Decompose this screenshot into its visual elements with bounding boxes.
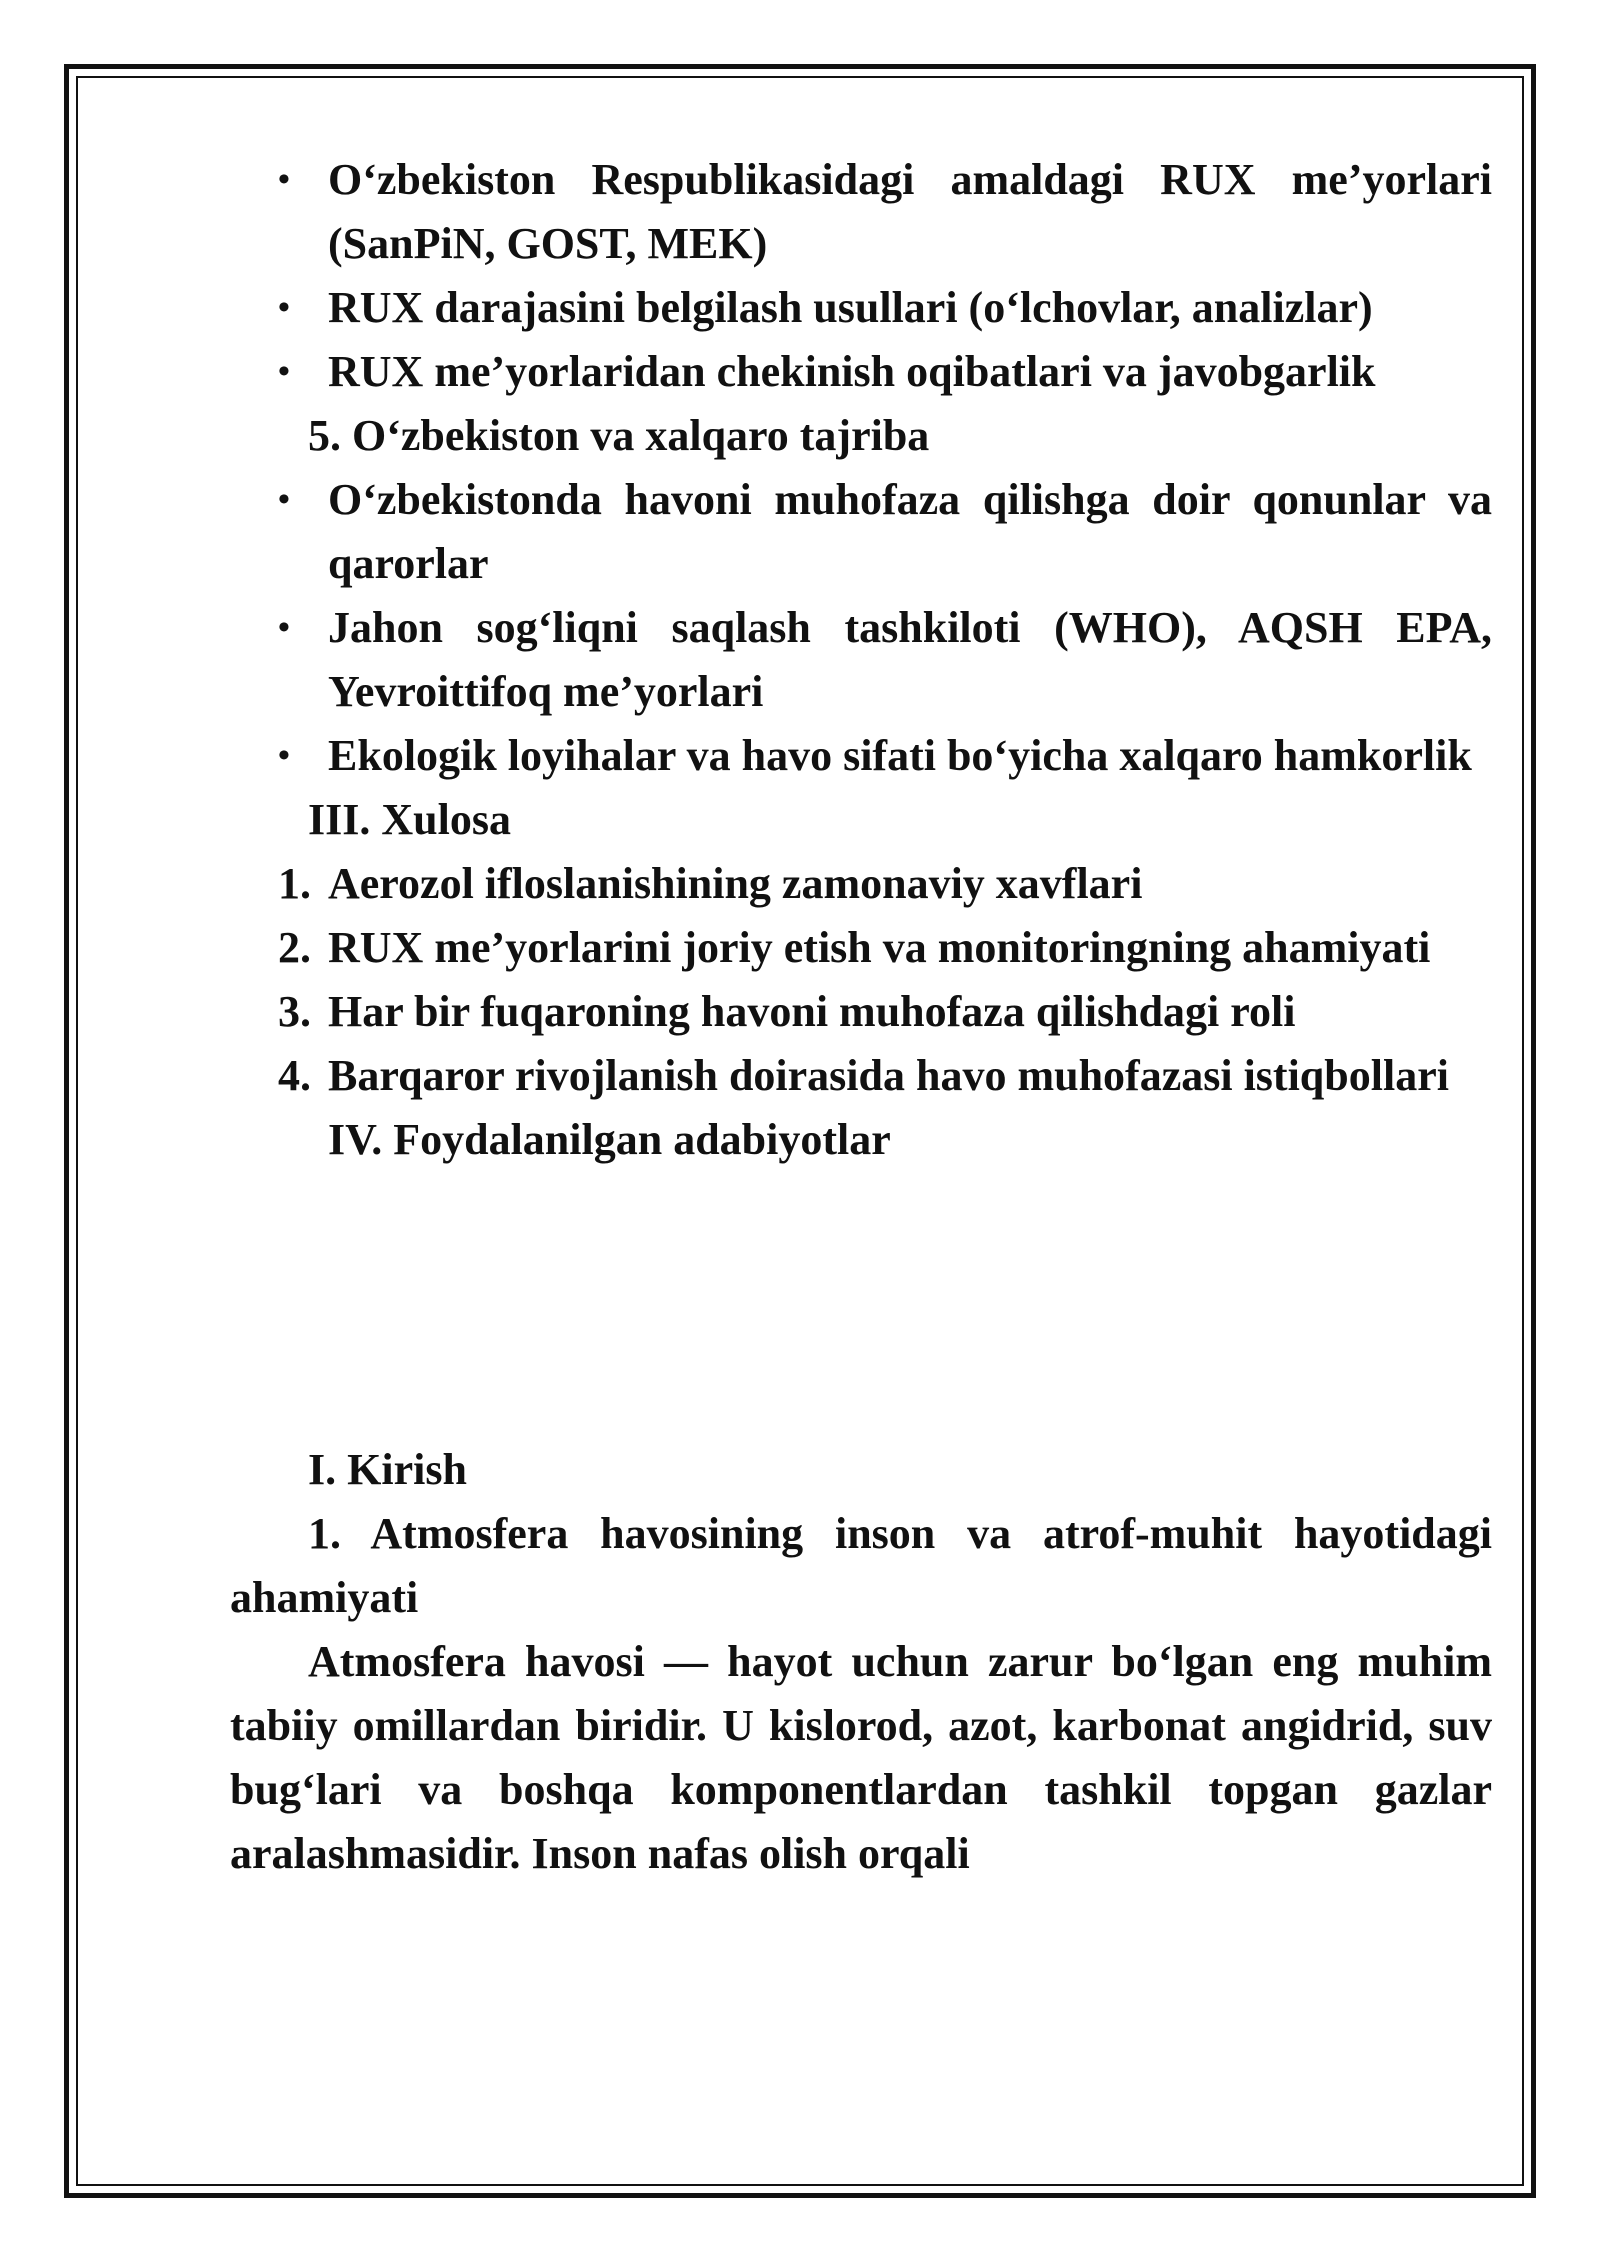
item-text: Aerozol ifloslanishining zamonaviy xavflari (328, 859, 1143, 908)
bullet-item: • O‘zbekiston Respublikasidagi amaldagi RUX me’yorlari (SanPiN, GOST, MEK) (230, 148, 1492, 276)
bullet-item: • O‘zbekistonda havoni muhofaza qilishga doir qonunlar va qarorlar (230, 468, 1492, 596)
numbered-item (230, 916, 1492, 980)
section-heading: III. Xulosa (308, 795, 511, 844)
item-number: 4. (278, 1051, 311, 1100)
item-number: 2. (278, 923, 311, 972)
numbered-item (230, 852, 1492, 916)
intro-paragraph: Atmosfera havosi — hayot uchun zarur bo‘lgan eng muhim tabiiy omillardan biridir. U kislorod, azot, karbonat angidrid, suv bug‘lari va boshqa komponentlardan tashkil topgan gazlar aralashmasidir. Inson nafas olish orqali (230, 1637, 1492, 1878)
bullet-item: • Jahon sog‘liqni saqlash tashkiloti (WHO), AQSH EPA, Yevroittifoq me’yorlari (230, 596, 1492, 724)
bullet-item: • RUX me’yorlaridan chekinish oqibatlari va javobgarlik (230, 340, 1492, 404)
numbered-item (230, 980, 1492, 1044)
page-spacer (230, 1172, 1492, 1438)
intro-heading: I. Kirish (308, 1445, 467, 1494)
section-heading: 5. O‘zbekiston va xalqaro tajriba (308, 411, 930, 460)
item-text: Har bir fuqaroning havoni muhofaza qilishdagi roli (328, 987, 1296, 1036)
bullet-item: • RUX darajasini belgilash usullari (o‘lchovlar, analizlar) (230, 276, 1492, 340)
numbered-item (230, 1044, 1492, 1108)
item-number: 1. (278, 859, 311, 908)
item-text: RUX me’yorlarini joriy etish va monitoringning ahamiyati (328, 923, 1431, 972)
section-heading: IV. Foydalanilgan adabiyotlar (328, 1115, 891, 1164)
document-body (230, 148, 1492, 1886)
item-number: 3. (278, 987, 311, 1036)
bullet-item: • Ekologik loyihalar va havo sifati bo‘yicha xalqaro hamkorlik (230, 724, 1492, 788)
intro-subheading: 1. Atmosfera havosining inson va atrof-muhit hayotidagi ahamiyati (230, 1509, 1492, 1622)
item-text: Barqaror rivojlanish doirasida havo muhofazasi istiqbollari (328, 1051, 1449, 1100)
